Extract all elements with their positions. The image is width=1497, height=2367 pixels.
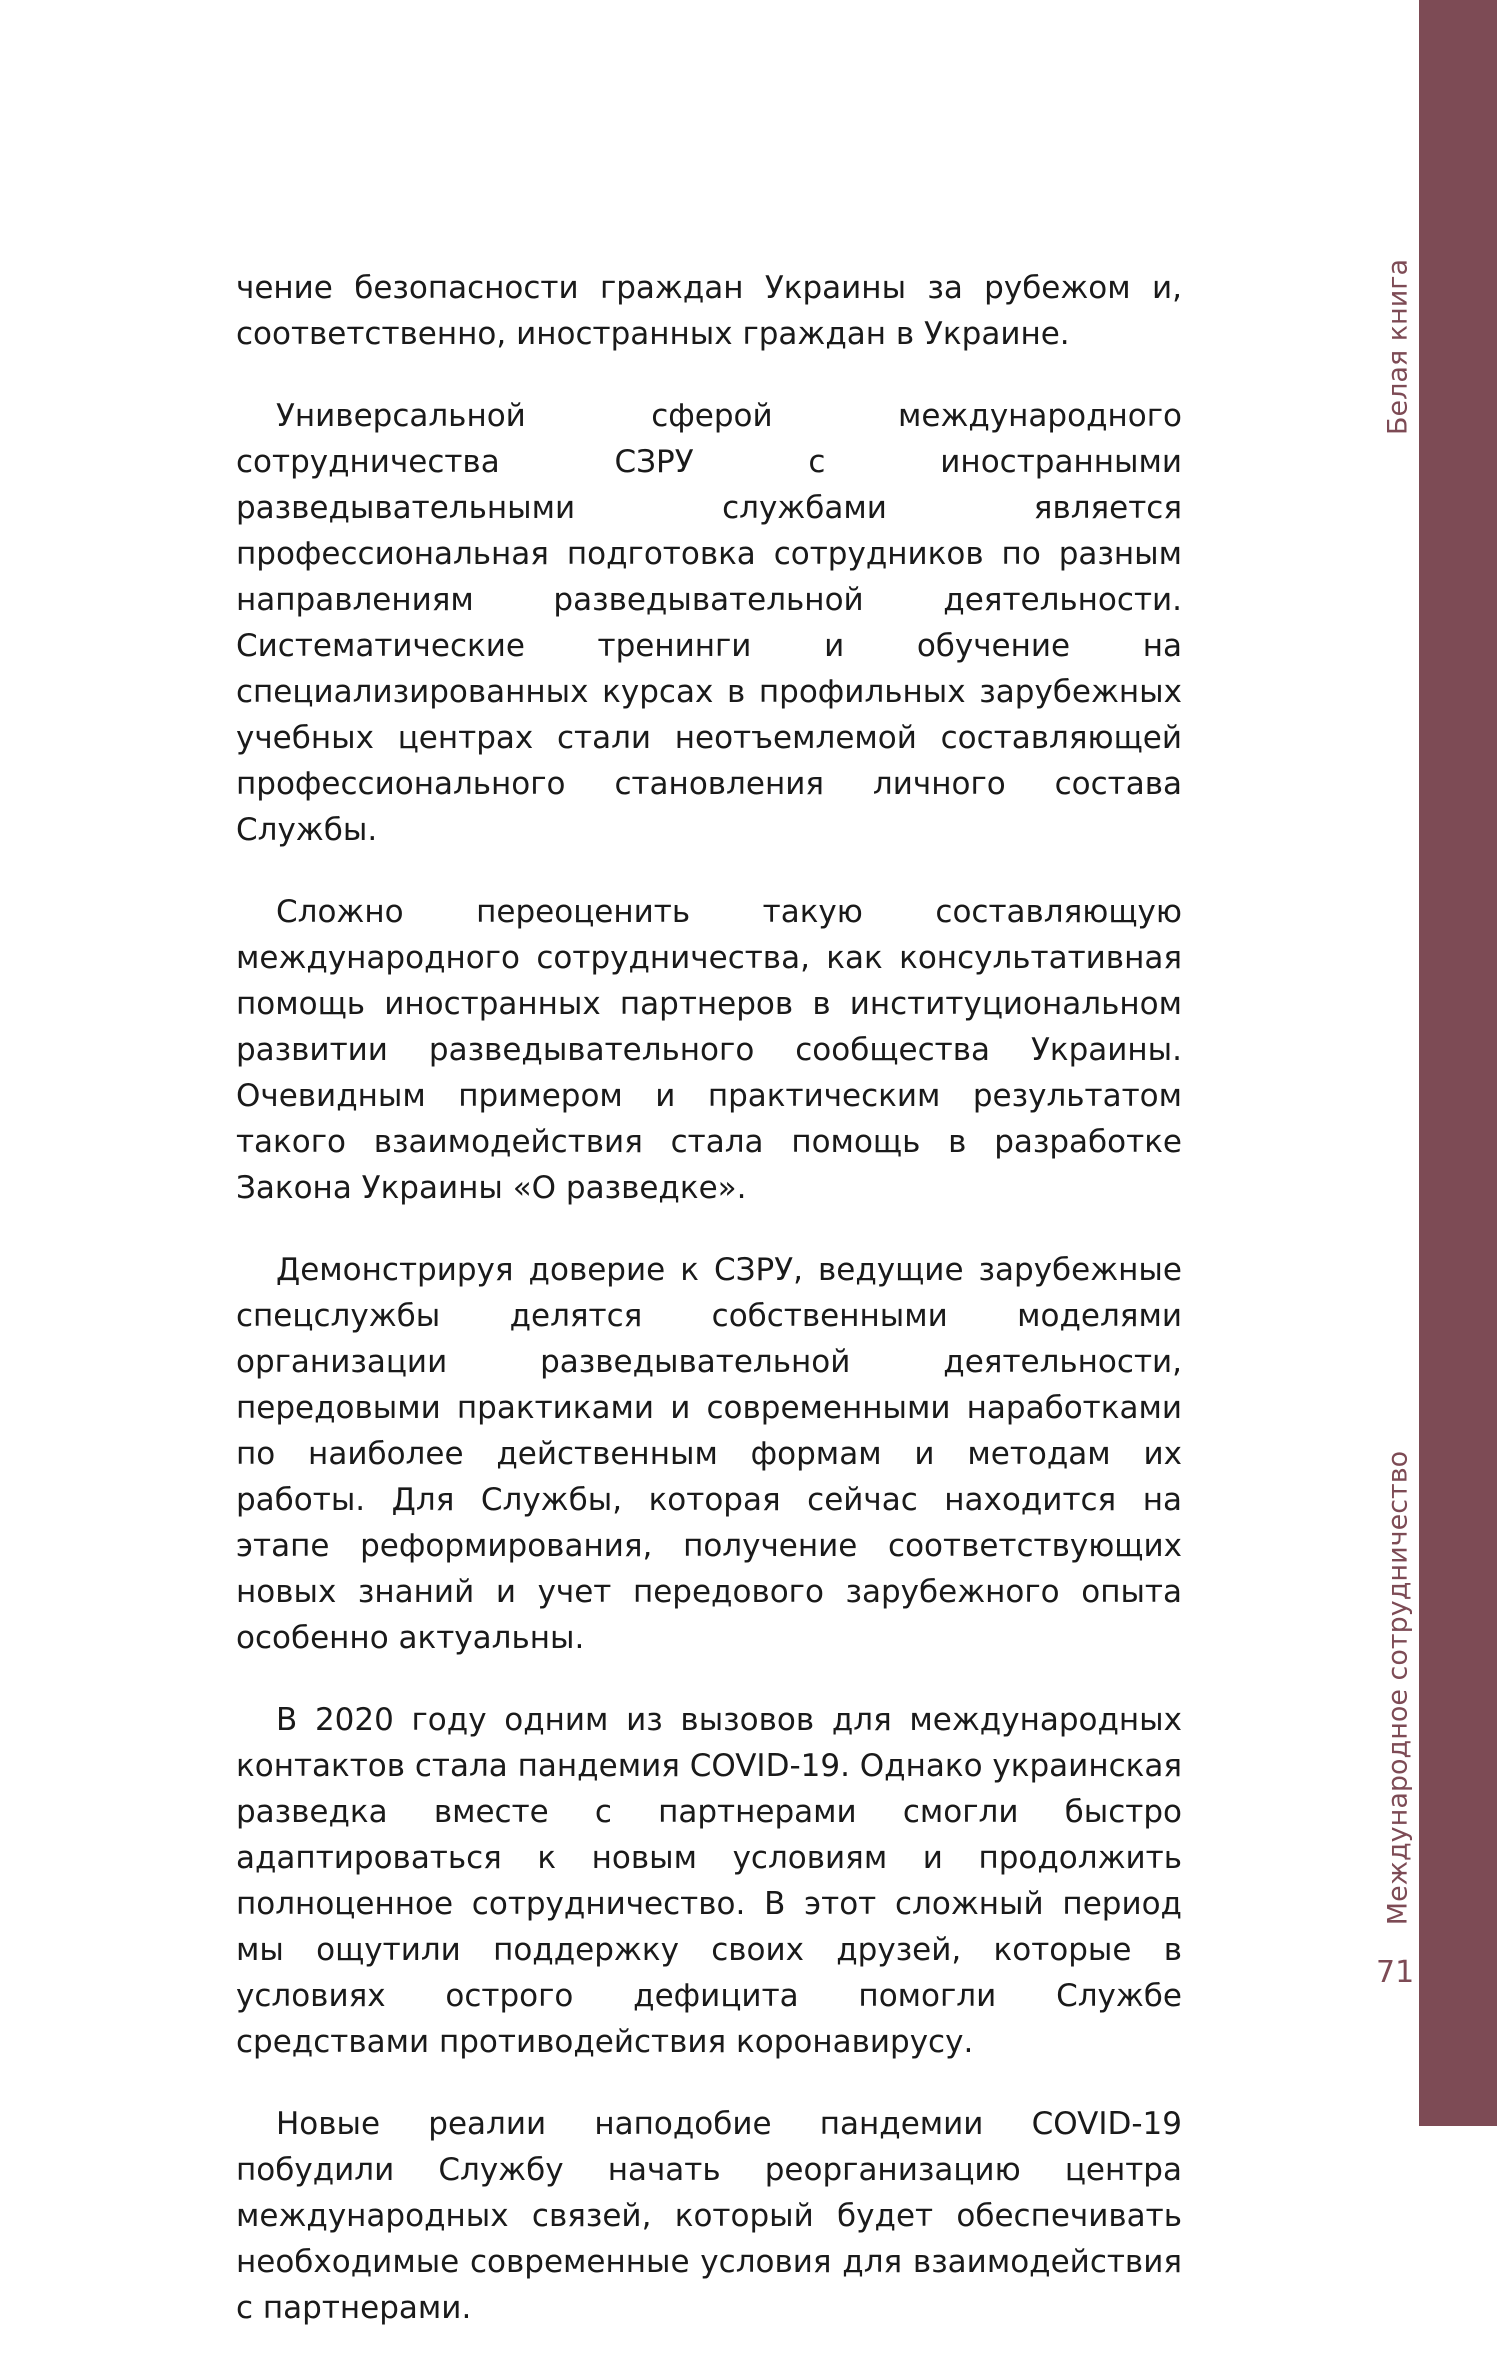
body-text [236,265,1182,2367]
paragraph-6: Новые реалии наподобие пандемии COVID-19 побудили Службу начать реорганизацию центра международных связей, который будет обеспечивать необходимые современные условия для взаимодействия с партнерами. [236,2106,1182,2326]
paragraph-3: Сложно переоценить такую составляющую международного сотрудничества, как консультативная помощь иностранных партнеров в институциональном развитии разведывательного сообщества Украины. Очевидным примером и практическим результатом такого взаимодействия стала помощь в разработке Закона Украины «О разведке». [236,894,1182,1206]
paragraph-5: В 2020 году одним из вызовов для международных контактов стала пандемия COVID-19. Однако украинская разведка вместе с партнерами смогли быстро адаптироваться к новым условиям и продолжить полноценное сотрудничество. В этот сложный период мы ощутили поддержку своих друзей, которые в условиях острого дефицита помогли Службе средствами противодействия коронавирусу. [236,1702,1182,2060]
page-number: 71 [1376,1955,1415,1990]
side-color-band [1419,0,1497,2126]
paragraph-1: чение безопасности граждан Украины за рубежом и, соответственно, иностранных граждан в Украине. [236,270,1182,352]
paragraph-4: Демонстрируя доверие к СЗРУ, ведущие зарубежные спецслужбы делятся собственными моделями организации разведывательной деятельности, передовыми практиками и современными наработками по наиболее действенным формам и методам их работы. Для Службы, которая сейчас находится на этапе реформирования, получение соответствующих новых знаний и учет передового зарубежного опыта особенно актуальны. [236,1252,1182,1656]
running-header-section-title: Международное сотрудничество [1382,1450,1414,1926]
running-header-book-title: Белая книга [1382,258,1414,436]
paragraph-2: Универсальной сферой международного сотрудничества СЗРУ с иностранными разведывательными службами является профессиональная подготовка сотрудников по разным направлениям разведывательной деятельности. Систематические тренинги и обучение на специализированных курсах в профильных зарубежных учебных центрах стали неотъемлемой составляющей профессионального становления личного состава Службы. [236,398,1182,848]
